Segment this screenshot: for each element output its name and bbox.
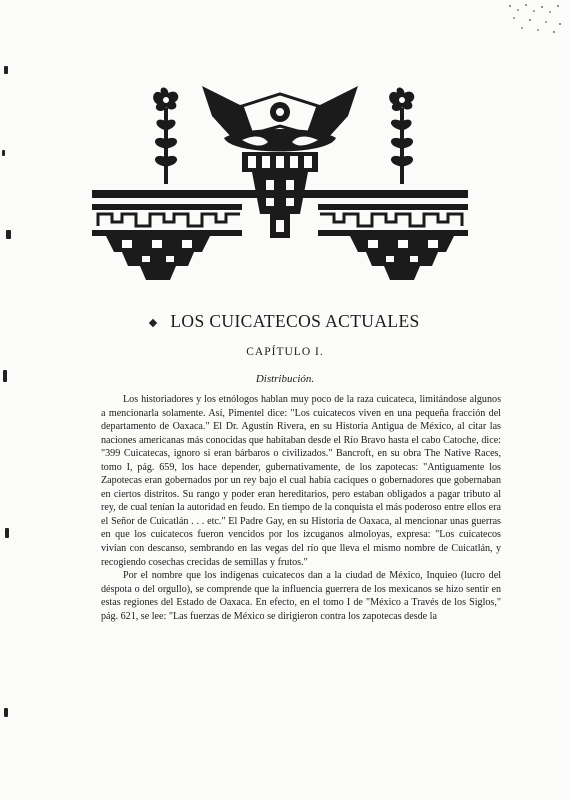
margin-speck	[4, 66, 8, 74]
hanging-tiers	[106, 236, 454, 280]
paragraph: Por el nombre que los indígenas cuicatecos dan a la ciudad de México, Inquieo (lucro del déspota o del orgullo), se comprende que la influencia guerrera de los mexicanos se hizo sentir en estas regiones del Estado de Oaxaca. En efecto, en el tomo I de "México a Través de los Siglos," pág. 621, se lee: "Las fuerzas de México se dirigieron contra los zapotecas desde la	[101, 570, 501, 622]
margin-speck	[4, 708, 8, 717]
margin-speck	[2, 150, 5, 156]
paragraph: Los historiadores y los etnólogos hablan muy poco de la raza cuicateca, limitándose algunos a mencionarla solamente. Así, Pimentel dice: "Los cuicatecos viven en una pequeña fracción del departamento de Oaxaca." El Dr. Agustín Rivera, en su Historia Antigua de México, al citar las naciones americanas más conocidas que habitaban desde el Río Bravo hasta el cabo Catoche, dice: "399 Cuicatecas, ignoro si eran bárbaros o civilizados." Bancroft, en su obra The Native Races, tomo I, pág. 659, los hace depender, gubernativamente, de los zapotecas: "Antiguamente los Zapotecas eran gobernados por un rey bajo el cual había caciques o gobernadores que gobernaban en ciertos distritos. Su rango y poder eran hereditarios, pero estaban obligados a pagar tributo al rey, de cual tenían la autoridad en feudo. En tiempo de la conquista el más poderoso entre ellos era el Señor de Cuicatlán . . . etc." El Padre Gay, en su Historia de Oaxaca, al mencionar unas guerras en que los cuicatecos fueron vencidos por los izcuganos almoloyas, expresa: "Los cuicatecos vivían con descanso, sembrando en las vegas del río que lleva el mismo nombre de Cuicatlán, y recogiendo cosechas crecidas de semillas y frutos."	[101, 394, 501, 568]
body-text	[101, 393, 501, 623]
section-heading: Distribución.	[255, 373, 315, 385]
margin-speck	[5, 528, 9, 538]
page-title	[0, 311, 570, 332]
right-flower-icon	[390, 88, 414, 184]
aztec-header-ornament	[92, 86, 468, 284]
corner-marks	[500, 2, 564, 36]
left-flower-icon	[154, 88, 178, 184]
title-bullet-icon	[149, 319, 157, 327]
margin-speck	[6, 230, 11, 239]
chapter-heading: CAPÍTULO I.	[246, 346, 324, 358]
title-text: LOS CUICATECOS ACTUALES	[170, 311, 420, 331]
